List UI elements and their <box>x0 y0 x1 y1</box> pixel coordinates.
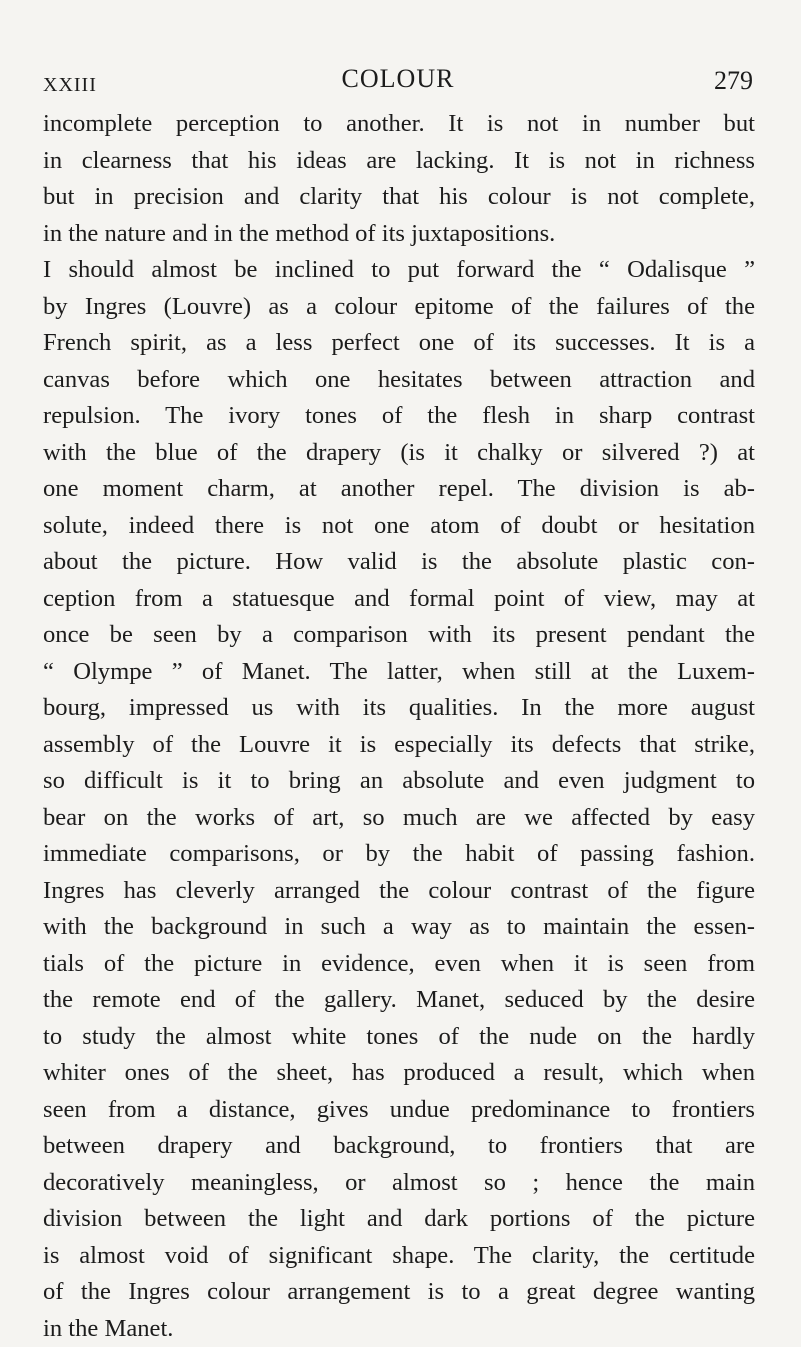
running-head <box>43 60 753 100</box>
body-text <box>43 106 755 1347</box>
text-line: in clearness that his ideas are lacking. It is not in richness <box>43 143 755 180</box>
text-line: assembly of the Louvre it is especially its defects that strike, <box>43 727 755 764</box>
text-line: division between the light and dark portions of the picture <box>43 1201 755 1238</box>
text-line: to study the almost white tones of the nude on the hardly <box>43 1019 755 1056</box>
text-line: I should almost be inclined to put forward the “ Odalisque ” <box>43 252 755 289</box>
text-line: in the nature and in the method of its juxtapositions. <box>43 216 755 253</box>
text-line: Ingres has cleverly arranged the colour contrast of the figure <box>43 873 755 910</box>
text-line: in the Manet. <box>43 1311 755 1347</box>
text-line: but in precision and clarity that his colour is not complete, <box>43 179 755 216</box>
text-line: with the background in such a way as to maintain the essen- <box>43 909 755 946</box>
text-line: of the Ingres colour arrangement is to a great degree wanting <box>43 1274 755 1311</box>
text-line: repulsion. The ivory tones of the flesh in sharp contrast <box>43 398 755 435</box>
text-line: once be seen by a comparison with its present pendant the <box>43 617 755 654</box>
text-line: incomplete perception to another. It is not in number but <box>43 106 755 143</box>
text-line: whiter ones of the sheet, has produced a result, which when <box>43 1055 755 1092</box>
text-line: canvas before which one hesitates between attraction and <box>43 362 755 399</box>
text-line: one moment charm, at another repel. The division is ab- <box>43 471 755 508</box>
text-line: between drapery and background, to frontiers that are <box>43 1128 755 1165</box>
text-line: “ Olympe ” of Manet. The latter, when still at the Luxem- <box>43 654 755 691</box>
text-line: solute, indeed there is not one atom of doubt or hesitation <box>43 508 755 545</box>
text-line: tials of the picture in evidence, even when it is seen from <box>43 946 755 983</box>
text-line: seen from a distance, gives undue predominance to frontiers <box>43 1092 755 1129</box>
text-line: by Ingres (Louvre) as a colour epitome of the failures of the <box>43 289 755 326</box>
text-line: immediate comparisons, or by the habit of passing fashion. <box>43 836 755 873</box>
text-line: bear on the works of art, so much are we affected by easy <box>43 800 755 837</box>
page-title: COLOUR <box>43 64 753 94</box>
text-line: is almost void of significant shape. The clarity, the certitude <box>43 1238 755 1275</box>
text-line: with the blue of the drapery (is it chalky or silvered ?) at <box>43 435 755 472</box>
text-line: decoratively meaningless, or almost so ; hence the main <box>43 1165 755 1202</box>
text-line: ception from a statuesque and formal point of view, may at <box>43 581 755 618</box>
page-number: 279 <box>714 66 753 96</box>
text-line: so difficult is it to bring an absolute and even judgment to <box>43 763 755 800</box>
text-line: about the picture. How valid is the absolute plastic con- <box>43 544 755 581</box>
chapter-number: XXIII <box>43 74 97 97</box>
text-line: French spirit, as a less perfect one of its successes. It is a <box>43 325 755 362</box>
text-line: bourg, impressed us with its qualities. In the more august <box>43 690 755 727</box>
text-line: the remote end of the gallery. Manet, seduced by the desire <box>43 982 755 1019</box>
